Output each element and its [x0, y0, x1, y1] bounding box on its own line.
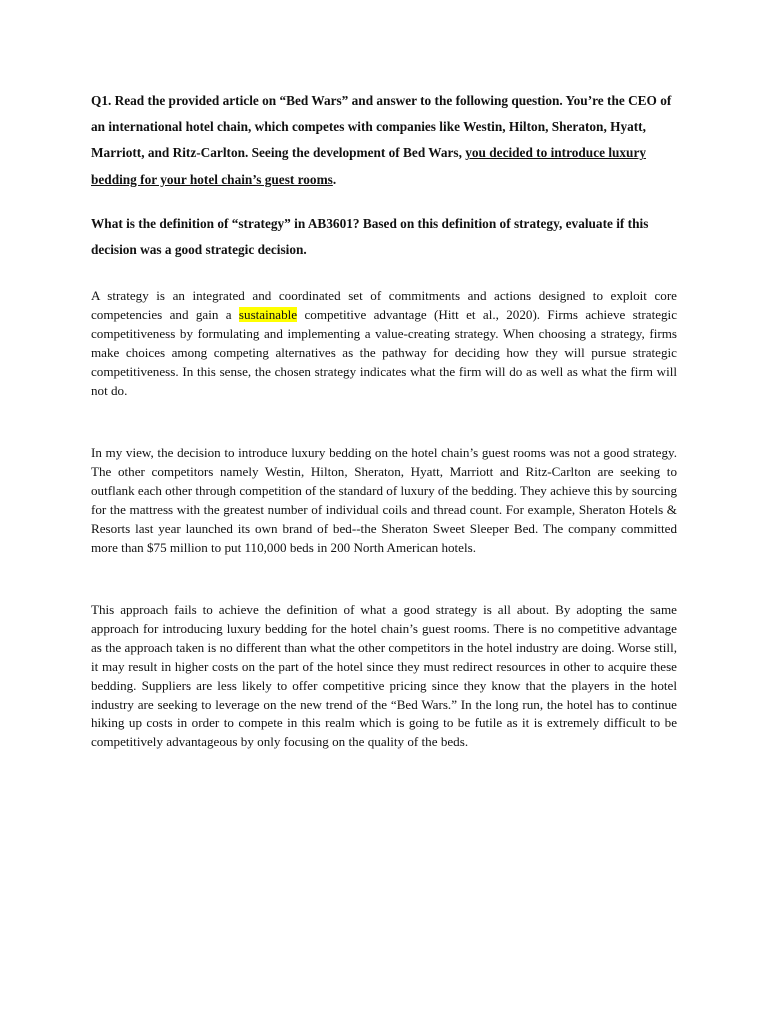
question-1-underlined-decision: you decided to introduce luxury bedding for your hotel chain’s guest rooms: [91, 145, 647, 187]
definition-text-start: A strategy is an integrated and coordinated set of commitments and actions designed to exploit core competencies and gain a: [91, 288, 677, 322]
highlighted-word: sustainable: [238, 306, 298, 322]
question-1: [91, 88, 677, 193]
answer-paragraph-evaluation: In my view, the decision to introduce luxury bedding on the hotel chain’s guest rooms was not a good strategy. The other competitors namely Westin, Hilton, Sheraton, Hyatt, Marriott and Ritz-Carlton are seeking to outflank each other through competition of the standard of luxury of the bedding. They achieve this by sourcing for the mattress with the greatest number of individual coils and thread count. For example, Sheraton Hotels & Resorts last year launched its own brand of bed--the Sheraton Sweet Sleeper Bed. The company committed more than $75 million to put 110,000 beds in 200 North American hotels.: [91, 445, 677, 555]
question-2: What is the definition of “strategy” in AB3601? Based on this definition of strategy, evaluate if this decision was a good strategic decision.: [91, 216, 649, 258]
question-1-end: .: [332, 171, 337, 187]
answer-paragraph-definition: [91, 287, 677, 400]
definition-text-end: competitive advantage (Hitt et al., 2020). Firms achieve strategic competitiveness by formulating and implementing a value-creating strategy. When choosing a strategy, firms make choices among competing alternatives as the pathway for deciding how they will pursue strategic competitiveness. In this sense, the chosen strategy indicates what the firm will do as well as what the firm will not do.: [91, 306, 678, 398]
answer-paragraph-reasoning: This approach fails to achieve the definition of what a good strategy is all about. By adopting the same approach for introducing luxury bedding for the hotel chain’s guest rooms. There is no competitive advantage as the approach taken is no different than what the other competitors in the hotel industry are doing. Worse still, it may result in higher costs on the part of the hotel since they must redirect resources in other to acquire these bedding. Suppliers are less likely to offer competitive pricing since they know that the players in the hotel industry are seeking to leverage on the new trend of the “Bed Wars.” In the long run, the hotel has to continue hiking up costs in order to compete in this realm which is going to be futile as it is extremely difficult to be competitively advantageous by only focusing on the quality of the beds.: [91, 602, 677, 750]
question-1-text: Q1. Read the provided article on “Bed Wars” and answer to the following question. You’re the CEO of an international hotel chain, which competes with companies like Westin, Hilton, Sheraton, Hyatt, Marriott, and Ritz-Carlton. Seeing the development of Bed Wars,: [91, 93, 672, 161]
